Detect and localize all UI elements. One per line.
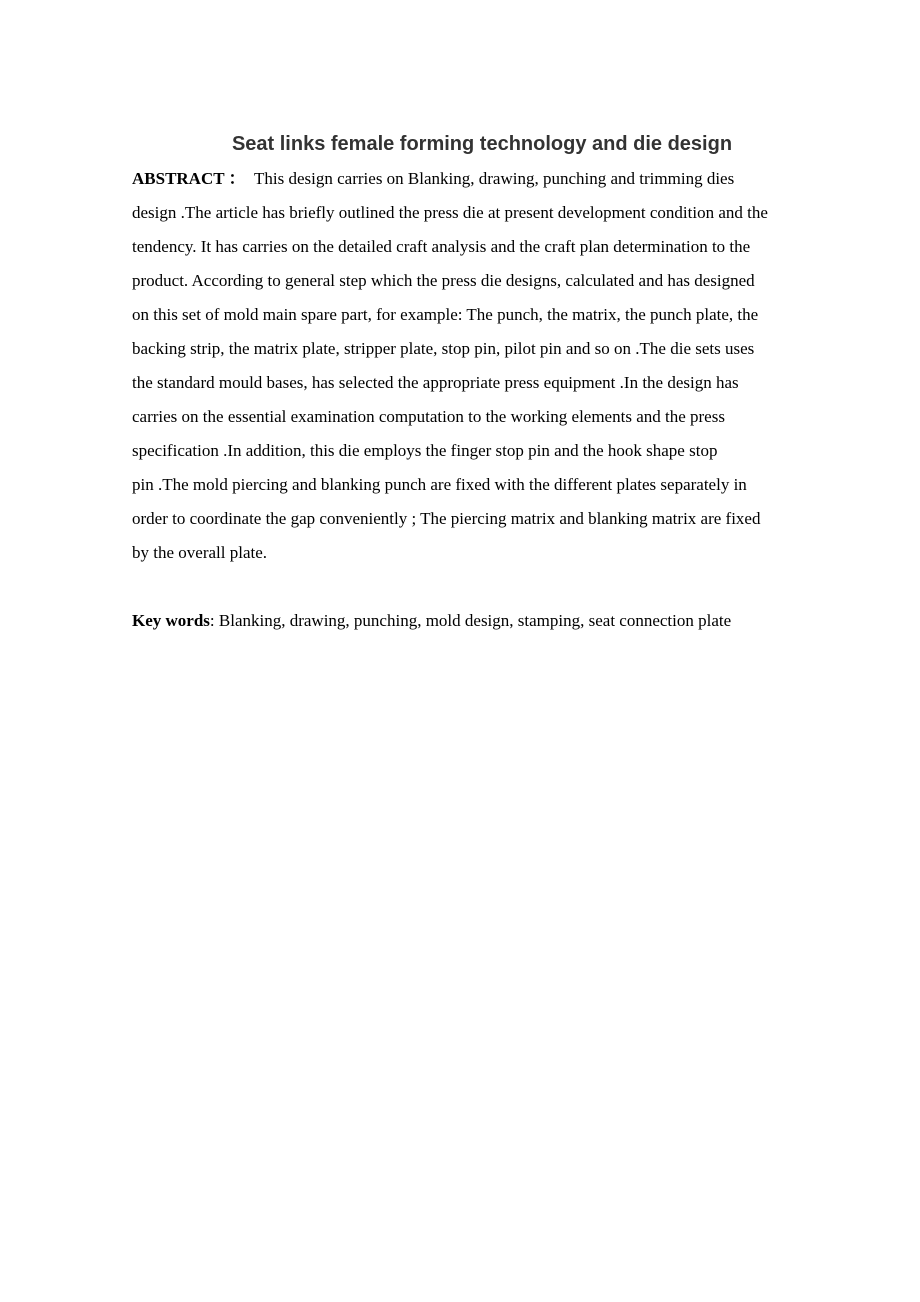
abstract-text-line: carries on the essential examination computation to the working elements and the press [132,407,725,426]
paper-title: Seat links female forming technology and die design [231,133,733,155]
abstract-text-line: the standard mould bases, has selected the appropriate press equipment .In the design has [132,373,739,392]
abstract-text-line: design .The article has briefly outlined the press die at present development condition and the [132,203,768,222]
abstract-text-line: on this set of mold main spare part, for example: The punch, the matrix, the punch plate, the [132,305,759,324]
abstract-section [132,162,832,570]
abstract-text-line: by the overall plate. [132,543,268,562]
abstract-text-line: order to coordinate the gap conveniently ; The piercing matrix and blanking matrix are fixed [132,509,761,528]
abstract-text-line: pin .The mold piercing and blanking punch are fixed with the different plates separately in [132,475,747,494]
abstract-text-line: This design carries on Blanking, drawing, punching and trimming dies [254,169,735,188]
abstract-text-line: product. According to general step which the press die designs, calculated and has designed [132,271,755,290]
abstract-text-line: backing strip, the matrix plate, stripper plate, stop pin, pilot pin and so on .The die sets uses [132,339,755,358]
abstract-text-line: tendency. It has carries on the detailed craft analysis and the craft plan determination to the [132,237,751,256]
abstract-line-1 [132,162,832,196]
abstract-label: ABSTRACT ： [132,169,246,188]
keywords-label: Key words [132,611,210,630]
abstract-text-line: specification .In addition, this die employs the finger stop pin and the hook shape stop [132,441,718,460]
keywords-text: : Blanking, drawing, punching, mold design, stamping, seat connection plate [209,611,732,630]
keywords-section [132,604,832,638]
